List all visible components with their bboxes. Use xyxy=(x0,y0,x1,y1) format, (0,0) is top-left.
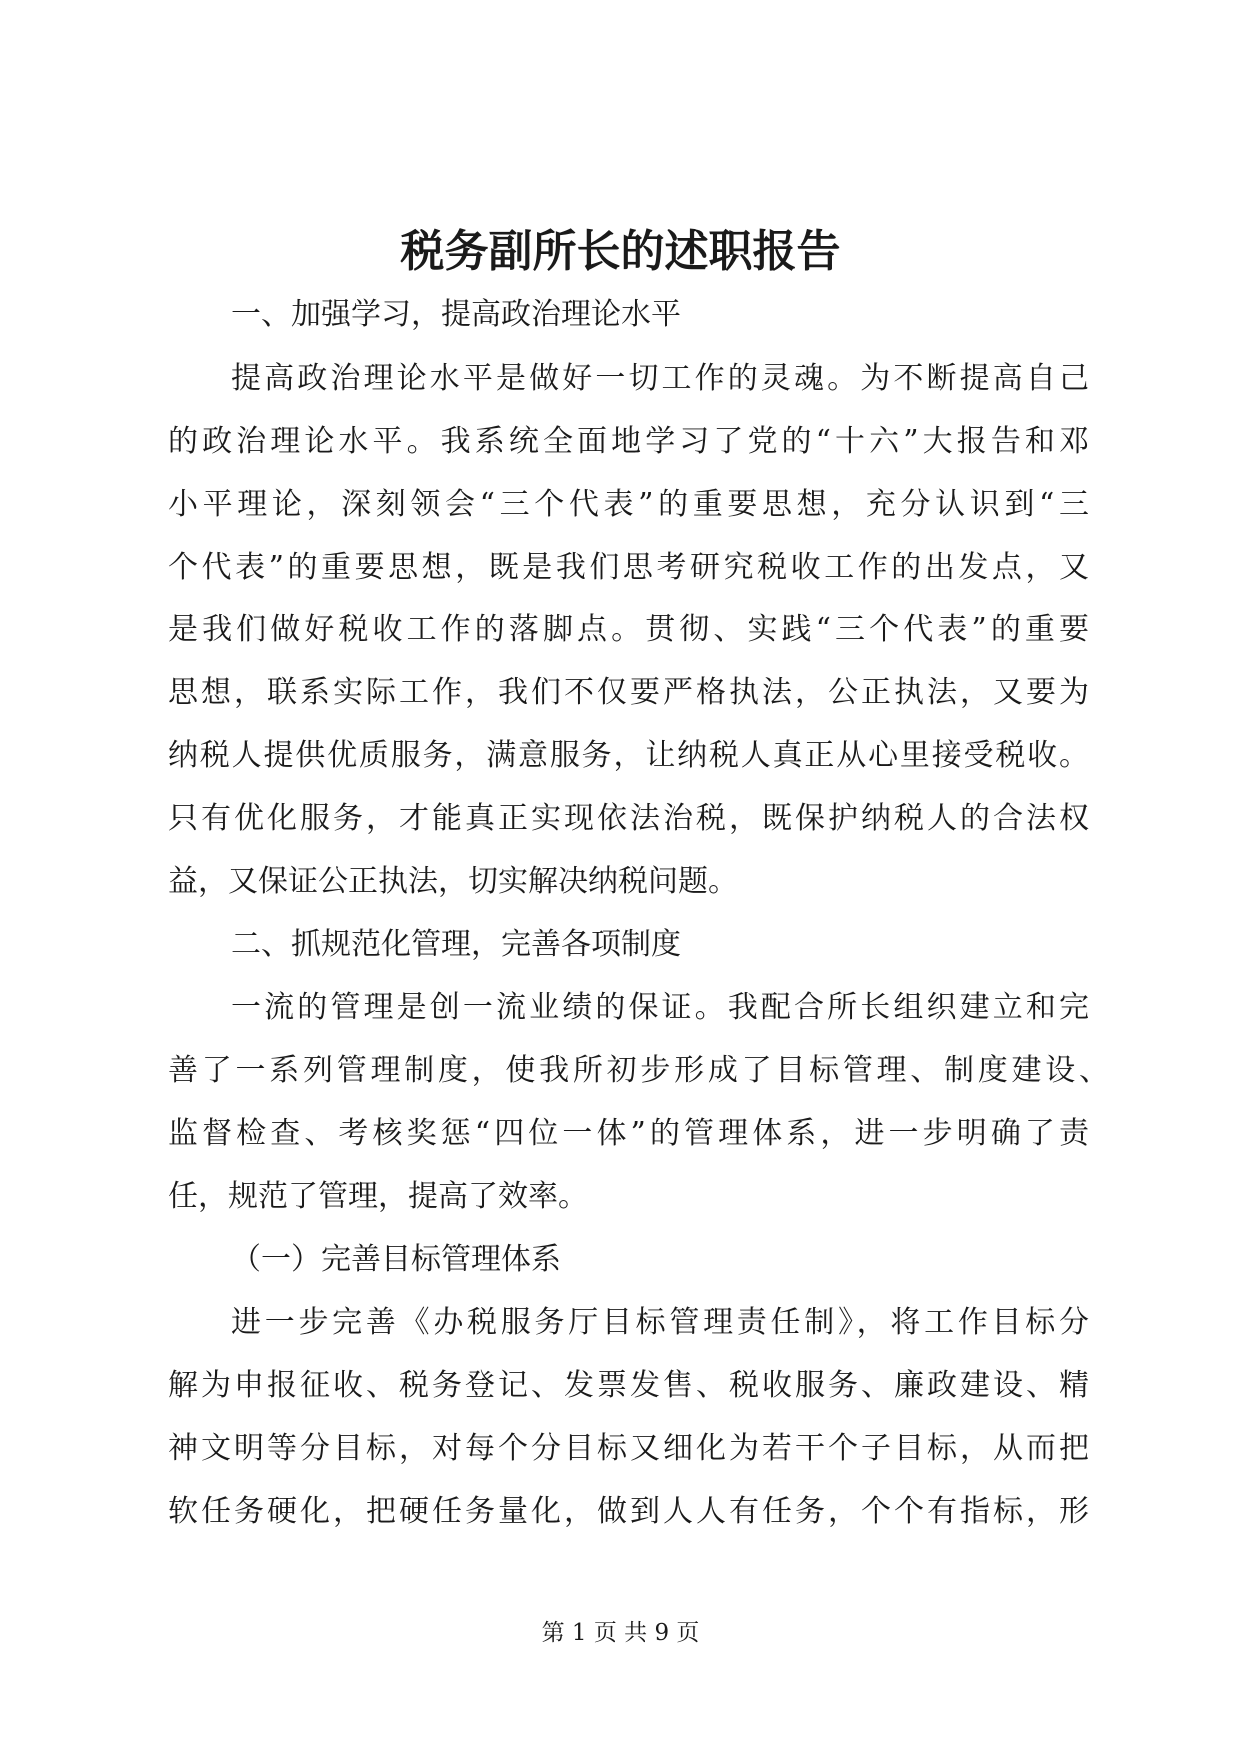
paragraph-line: 纳税人提供优质服务，满意服务，让纳税人真正从心里接受税收。 xyxy=(168,738,1089,773)
paragraph-line: 思想，联系实际工作，我们不仅要严格执法，公正执法，又要为 xyxy=(168,675,1089,710)
paragraph-line: 一流的管理是创一流业绩的保证。我配合所长组织建立和完 xyxy=(231,990,1089,1025)
subsection-heading: （一）完善目标管理体系 xyxy=(231,1242,561,1277)
page-footer: 第 1 页 共 9 页 xyxy=(541,1620,700,1646)
paragraph-line: 监督检查、考核奖惩“四位一体”的管理体系，进一步明确了责 xyxy=(168,1116,1089,1151)
paragraph-line: 善了一系列管理制度，使我所初步形成了目标管理、制度建设、 xyxy=(168,1053,1109,1088)
document-title: 税务副所长的述职报告 xyxy=(400,226,841,277)
paragraph-line: 任，规范了管理，提高了效率。 xyxy=(168,1179,588,1214)
paragraph-line: 个代表”的重要思想，既是我们思考研究税收工作的出发点，又 xyxy=(168,550,1089,585)
paragraph-line: 神文明等分目标，对每个分目标又细化为若干个子目标，从而把 xyxy=(168,1431,1089,1466)
paragraph-line: 进一步完善《办税服务厅目标管理责任制》，将工作目标分 xyxy=(231,1305,1089,1340)
paragraph-line: 益，又保证公正执法，切实解决纳税问题。 xyxy=(168,864,738,899)
paragraph-line: 软任务硬化，把硬任务量化，做到人人有任务，个个有指标，形 xyxy=(168,1494,1089,1529)
paragraph-line: 只有优化服务，才能真正实现依法治税，既保护纳税人的合法权 xyxy=(168,801,1089,836)
paragraph-line: 提高政治理论水平是做好一切工作的灵魂。为不断提高自己 xyxy=(231,361,1089,396)
paragraph-line: 是我们做好税收工作的落脚点。贯彻、实践“三个代表”的重要 xyxy=(168,612,1089,647)
paragraph-line: 解为申报征收、税务登记、发票发售、税收服务、廉政建设、精 xyxy=(168,1368,1089,1403)
section-heading-2: 二、抓规范化管理，完善各项制度 xyxy=(231,927,681,962)
section-heading-1: 一、加强学习，提高政治理论水平 xyxy=(231,297,681,332)
paragraph-line: 的政治理论水平。我系统全面地学习了党的“十六”大报告和邓 xyxy=(168,424,1089,459)
paragraph-line: 小平理论，深刻领会“三个代表”的重要思想，充分认识到“三 xyxy=(168,487,1089,522)
